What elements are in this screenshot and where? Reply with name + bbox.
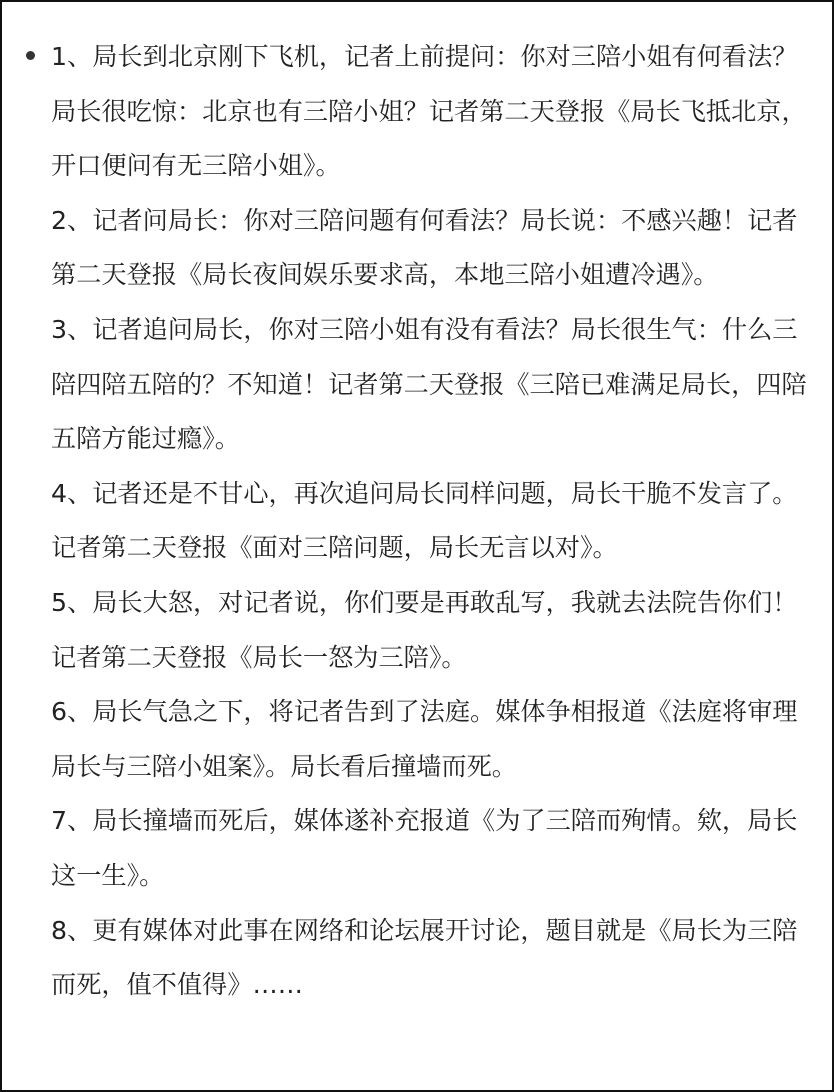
list-item-6: 6、局长气急之下，将记者告到了法庭。媒体争相报道《法庭将审理局长与三陪小姐案》。局长看后撞墙而死。 [51,697,798,781]
list-item-5: 5、局长大怒，对记者说，你们要是再敢乱写，我就去法院告你们！记者第二天登报《局长一怒为三陪》。 [51,587,798,672]
joke-list [51,30,821,1013]
list-item-7: 7、局长撞墙而死后，媒体遂补充报道《为了三陪而殉情。欸，局长这一生》。 [51,806,798,890]
bullet-dot [26,51,35,60]
list-item-8: 8、更有媒体对此事在网络和论坛展开讨论，题目就是《局长为三陪而死，值不值得》…… [51,915,798,1000]
list-item-3: 3、记者追问局长，你对三陪小姐有没有看法？局长很生气：什么三陪四陪五陪的？不知道！记者第二天登报《三陪已难满足局长，四陪五陪方能过瘾》。 [51,314,807,454]
list-item-4: 4、记者还是不甘心，再次追问局长同样问题，局长干脆不发言了。记者第二天登报《面对三陪问题，局长无言以对》。 [51,478,798,563]
list-item-1: 1、局长到北京刚下飞机，记者上前提问：你对三陪小姐有何看法？局长很吃惊：北京也有三陪小姐？记者第二天登报《局长飞抵北京，开口便问有无三陪小姐》。 [51,42,807,181]
list-item-2: 2、记者问局长：你对三陪问题有何看法？局长说：不感兴趣！记者第二天登报《局长夜间娱乐要求高，本地三陪小姐遭冷遇》。 [51,205,798,290]
